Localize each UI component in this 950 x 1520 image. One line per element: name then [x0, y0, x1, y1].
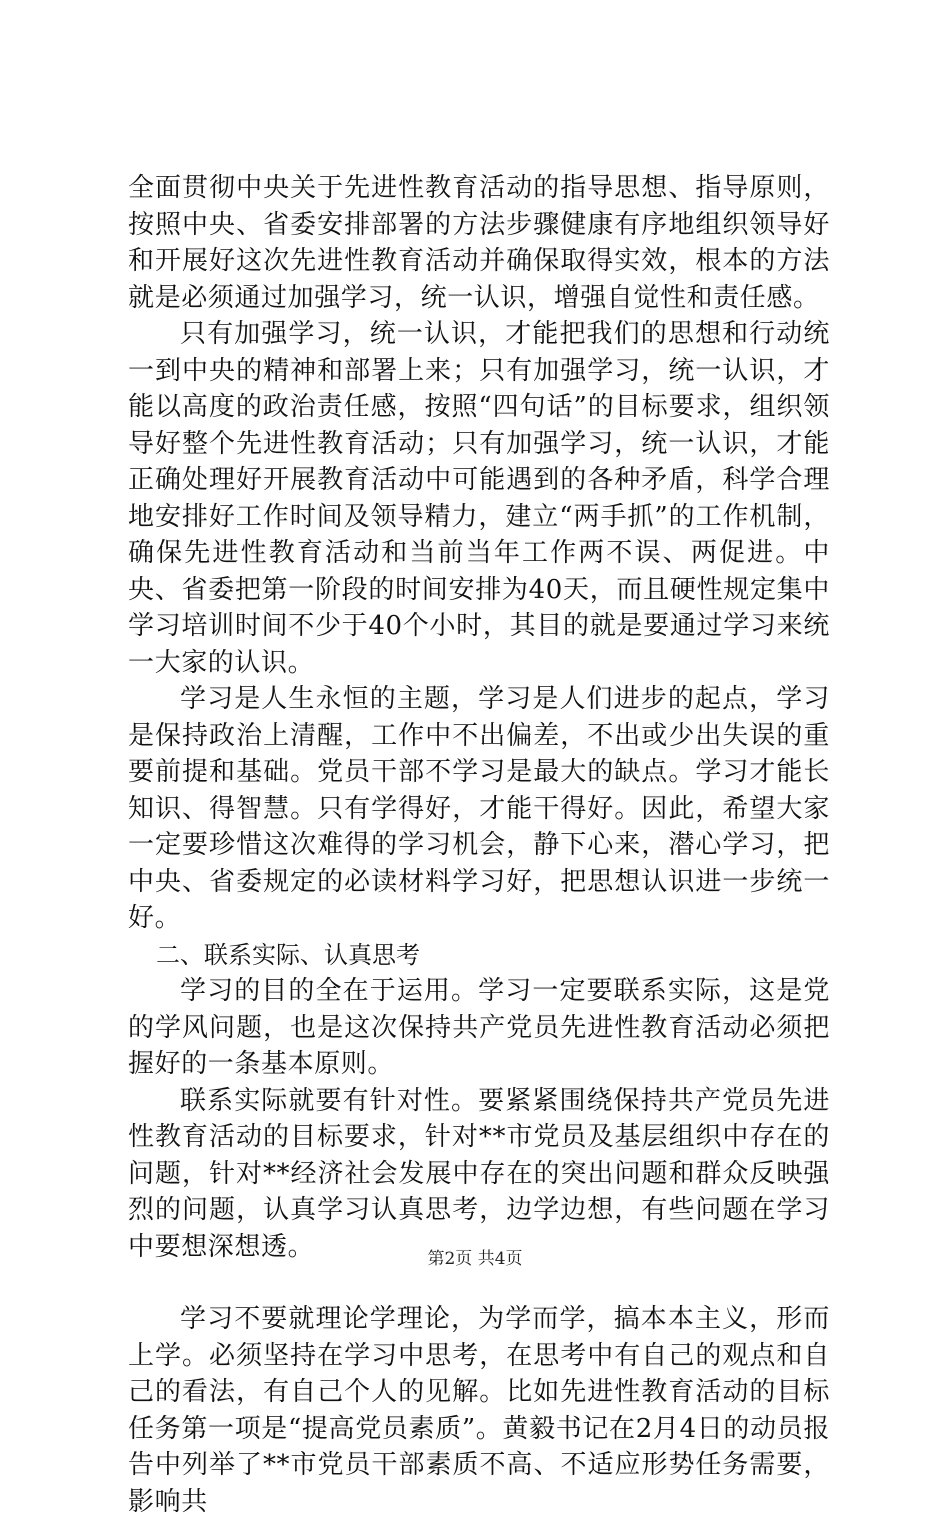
paragraph-4: 学习的目的全在于运用。学习一定要联系实际，这是党的学风问题，也是这次保持共产党员先进性教育活动必须把握好的一条基本原则。 — [128, 976, 830, 1079]
document-body — [128, 170, 830, 1520]
paragraph-2: 只有加强学习，统一认识，才能把我们的思想和行动统一到中央的精神和部署上来；只有加强学习，统一认识，才能以高度的政治责任感，按照“四句话”的目标要求，组织领导好整个先进性教育活动；只有加强学习，统一认识，才能正确处理好开展教育活动中可能遇到的各种矛盾，科学合理地安排好工作时间及领导精力，建立“两手抓”的工作机制，确保先进性教育活动和当前当年工作两不误、两促进。中央、省委把第一阶段的时间安排为40天，而且硬性规定集中学习培训时间不少于40个小时，其目的就是要通过学习来统一大家的认识。 — [128, 319, 830, 678]
paragraph-5: 联系实际就要有针对性。要紧紧围绕保持共产党员先进性教育活动的目标要求，针对**市党员及基层组织中存在的问题，针对**经济社会发展中存在的突出问题和群众反映强烈的问题，认真学习认真思考，边学边想，有些问题在学习中要想深想透。 — [128, 1085, 830, 1262]
paragraph-1: 全面贯彻中央关于先进性教育活动的指导思想、指导原则，按照中央、省委安排部署的方法步骤健康有序地组织领导好和开展好这次先进性教育活动并确保取得实效，根本的方法就是必须通过加强学习，统一认识，增强自觉性和责任感。 — [128, 173, 830, 313]
paragraph-6: 学习不要就理论学理论，为学而学，搞本本主义，形而上学。必须坚持在学习中思考，在思考中有自己的观点和自己的看法，有自己个人的见解。比如先进性教育活动的目标任务第一项是“提高党员素质”。黄毅书记在2月4日的动员报告中列举了**市党员干部素质不高、不适应形势任务需要，影响共 — [128, 1304, 830, 1517]
paragraph-3: 学习是人生永恒的主题，学习是人们进步的起点，学习是保持政治上清醒，工作中不出偏差，不出或少出失误的重要前提和基础。党员干部不学习是最大的缺点。学习才能长知识、得智慧。只有学得好，才能干得好。因此，希望大家一定要珍惜这次难得的学习机会，静下心来，潜心学习，把中央、省委规定的必读材料学习好，把思想认识进一步统一好。 — [128, 684, 830, 933]
section-heading: 二、联系实际、认真思考 — [156, 940, 420, 969]
page-footer: 第2页 共4页 — [427, 1249, 523, 1269]
